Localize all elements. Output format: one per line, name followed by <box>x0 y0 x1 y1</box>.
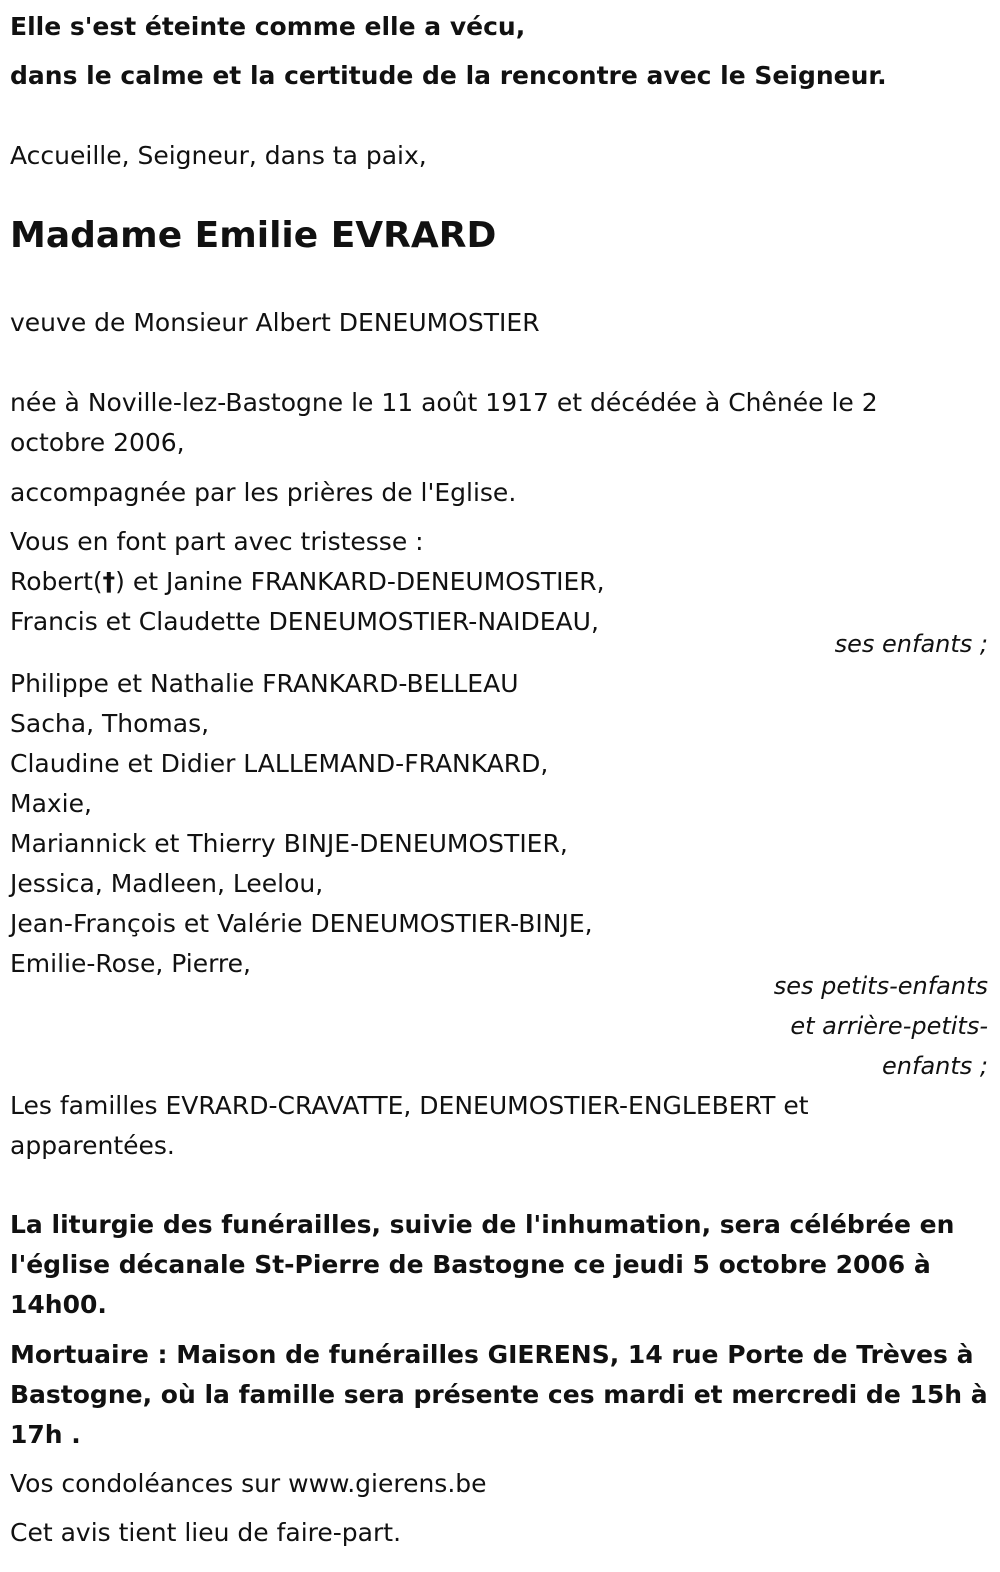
mortuary-line-3: 17h . <box>10 1420 81 1449</box>
grandchild-line: Emilie-Rose, Pierre, <box>10 949 251 978</box>
liturgy-line-1: La liturgie des funérailles, suivie de l'inhumation, sera célébrée en <box>10 1210 955 1239</box>
accompanied-line: accompagnée par les prières de l'Eglise. <box>10 478 517 507</box>
deceased-name: Madame Emilie EVRARD <box>10 215 497 256</box>
grandchild-line: Maxie, <box>10 789 92 818</box>
grandchildren-role-line-2: et arrière-petits- <box>790 1012 988 1040</box>
mortuary-line-1: Mortuaire : Maison de funérailles GIERENS, 14 rue Porte de Trèves à <box>10 1340 974 1369</box>
grandchild-line: Sacha, Thomas, <box>10 709 210 738</box>
child-robert-prefix: Robert( <box>10 567 103 596</box>
grandchildren-role-line-1: ses petits-enfants <box>773 972 988 1000</box>
grandchild-line: Claudine et Didier LALLEMAND-FRANKARD, <box>10 749 549 778</box>
notice-line: Cet avis tient lieu de faire-part. <box>10 1518 402 1547</box>
children-role: ses enfants ; <box>834 630 988 658</box>
grandchild-line: Jessica, Madleen, Leelou, <box>10 869 324 898</box>
child-line-francis: Francis et Claudette DENEUMOSTIER-NAIDEAU, <box>10 607 599 636</box>
born-died-line-1: née à Noville-lez-Bastogne le 11 août 1917 et décédée à Chênée le 2 <box>10 388 878 417</box>
intro-line-2: dans le calme et la certitude de la rencontre avec le Seigneur. <box>10 61 887 90</box>
prayer-line: Accueille, Seigneur, dans ta paix, <box>10 141 427 170</box>
liturgy-line-2: l'église décanale St-Pierre de Bastogne ce jeudi 5 octobre 2006 à <box>10 1250 931 1279</box>
grandchild-line: Mariannick et Thierry BINJE-DENEUMOSTIER, <box>10 829 568 858</box>
condolences-line: Vos condoléances sur www.gierens.be <box>10 1469 487 1498</box>
families-line-2: apparentées. <box>10 1131 175 1160</box>
child-line-robert <box>10 567 605 597</box>
born-died-line-2: octobre 2006, <box>10 428 185 457</box>
cross-icon: † <box>102 567 116 596</box>
announcement-lead: Vous en font part avec tristesse : <box>10 527 424 556</box>
grandchild-line: Philippe et Nathalie FRANKARD-BELLEAU <box>10 669 519 698</box>
child-robert-suffix: ) et Janine FRANKARD-DENEUMOSTIER, <box>115 567 605 596</box>
intro-line-1: Elle s'est éteinte comme elle a vécu, <box>10 12 526 41</box>
widow-of-line: veuve de Monsieur Albert DENEUMOSTIER <box>10 308 540 337</box>
grandchildren-role-line-3: enfants ; <box>882 1052 988 1080</box>
grandchild-line: Jean-François et Valérie DENEUMOSTIER-BINJE, <box>10 909 593 938</box>
families-line-1: Les familles EVRARD-CRAVATTE, DENEUMOSTIER-ENGLEBERT et <box>10 1091 809 1120</box>
liturgy-line-3: 14h00. <box>10 1290 107 1319</box>
mortuary-line-2: Bastogne, où la famille sera présente ces mardi et mercredi de 15h à <box>10 1380 988 1409</box>
